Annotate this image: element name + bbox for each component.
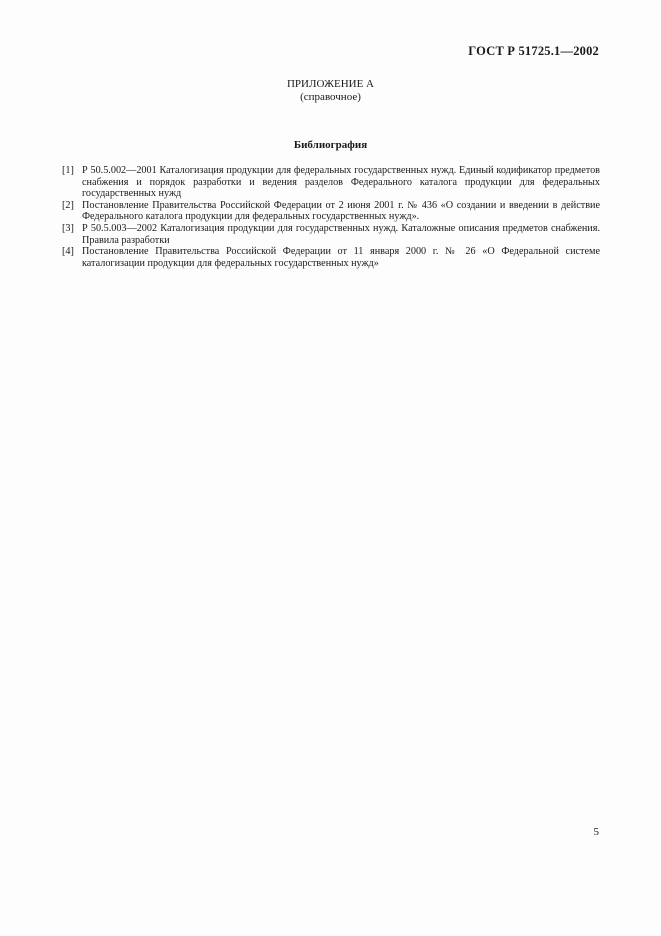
bibliography-item-text: Постановление Правительства Российской Федерации от 2 июня 2001 г. № 436 «О создании и введении в действие Федерального каталога продукции для федеральных государственных нужд». bbox=[82, 199, 600, 223]
document-code: ГОСТ Р 51725.1—2002 bbox=[468, 44, 599, 58]
page-number: 5 bbox=[593, 826, 599, 838]
bibliography-item-number: [1] bbox=[62, 165, 74, 176]
bibliography-list bbox=[62, 165, 600, 269]
bibliography-item-text: Р 50.5.003—2002 Каталогизация продукции для государственных нужд. Каталожные описания предметов снабжения. Правила разработки bbox=[82, 222, 600, 246]
bibliography-title: Библиография bbox=[293, 139, 368, 151]
bibliography-item bbox=[62, 223, 600, 246]
bibliography-item-number: [2] bbox=[62, 199, 74, 211]
bibliography-item-number: [4] bbox=[62, 246, 74, 258]
appendix-heading bbox=[0, 78, 661, 104]
appendix-title: ПРИЛОЖЕНИЕ А bbox=[286, 78, 374, 90]
bibliography-item bbox=[62, 246, 600, 269]
bibliography-item-text: Р 50.5.002—2001 Каталогизация продукции для федеральных государственных нужд. Единый кодификатор предметов снабжения и порядок разработки и ведения разделов Федерального каталога продукции для федеральных государственных нужд bbox=[82, 165, 600, 200]
bibliography-item bbox=[62, 200, 600, 223]
appendix-subtitle: (справочное) bbox=[300, 91, 361, 103]
bibliography-item bbox=[62, 165, 600, 200]
bibliography-item-number: [3] bbox=[62, 222, 74, 234]
bibliography-item-text: Постановление Правительства Российской Федерации от 11 января 2000 г. № 26 «О Федеральной системе каталогизации продукции для федеральных государственных нужд» bbox=[82, 246, 600, 269]
